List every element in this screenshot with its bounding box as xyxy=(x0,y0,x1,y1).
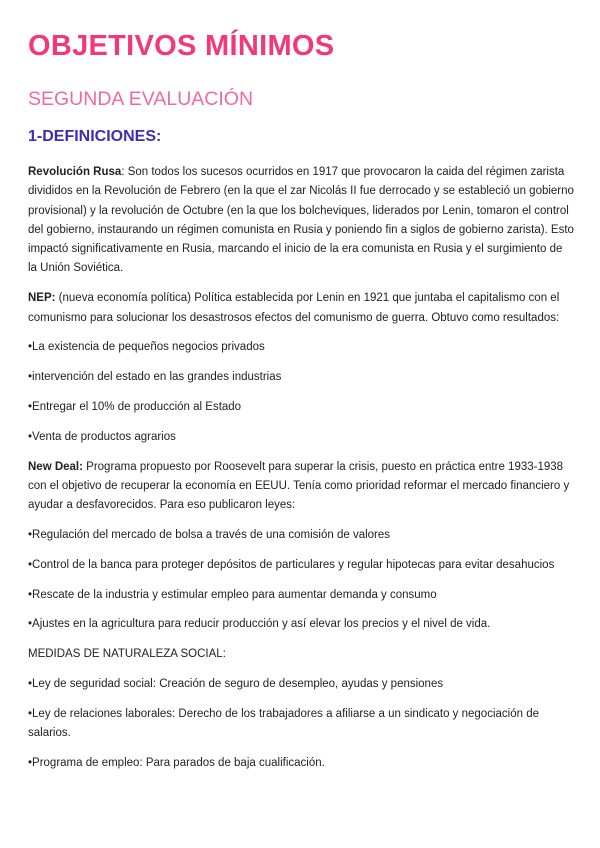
page-title: OBJETIVOS MÍNIMOS xyxy=(28,30,335,62)
list-item: • intervención del estado en las grandes industrias xyxy=(28,368,574,387)
definition-text: : Son todos los sucesos ocurridos en 1917 que provocaron la caida del régimen zarista divididos en la Revolución de Febrero (en la que el zar Nicolás II fue derrocado y se estableció un gobierno provisional) y la revolución de Octubre (en la que los bolcheviques, liderados por Lenin, tomaron el control del gobierno, instaurando un régimen comunista en Rusia y poniendo fin a siglos de gobierno zarista). Esto impactó significativamente en Rusia, marcando el inicio de la era comunista en Rusia y el surgimiento de la Unión Soviética. xyxy=(28,166,574,275)
list-item: • Regulación del mercado de bolsa a través de una comisión de valores xyxy=(28,526,574,545)
definition-nep xyxy=(28,289,574,328)
definition-text: (nueva economía política) Política establecida por Lenin en 1921 que juntaba el capitalismo con el comunismo para solucionar los desastrosos efectos del comunismo de guerra. Obtuvo como resultados: xyxy=(28,292,560,324)
social-measures-heading: MEDIDAS DE NATURALEZA SOCIAL: xyxy=(28,648,226,661)
section-heading: 1-DEFINICIONES: xyxy=(28,128,162,145)
list-item: • Entregar el 10% de producción al Estado xyxy=(28,398,574,417)
list-item: • Programa de empleo: Para parados de baja cualificación. xyxy=(28,754,574,773)
definition-new-deal xyxy=(28,458,574,516)
definitions-body xyxy=(28,163,574,784)
definition-revolucion-rusa xyxy=(28,163,574,279)
list-item: • Ajustes en la agricultura para reducir producción y así elevar los precios y el nivel de vida. xyxy=(28,615,574,634)
list-item: • Control de la banca para proteger depósitos de particulares y regular hipotecas para evitar desahucios xyxy=(28,556,574,575)
term-new-deal: New Deal: xyxy=(28,460,83,473)
list-item: • La existencia de pequeños negocios privados xyxy=(28,338,574,357)
page-subtitle: SEGUNDA EVALUACIÓN xyxy=(28,88,254,110)
list-item: • Ley de relaciones laborales: Derecho de los trabajadores a afiliarse a un sindicato y negociación de salarios. xyxy=(28,705,574,744)
list-item: • Ley de seguridad social: Creación de seguro de desempleo, ayudas y pensiones xyxy=(28,675,574,694)
definition-text: Programa propuesto por Roosevelt para superar la crisis, puesto en práctica entre 1933-1938 con el objetivo de recuperar la economía en EEUU. Tenía como prioridad reformar el mercado financiero y ayudar a desfavorecidos. Para eso publicaron leyes: xyxy=(28,460,570,512)
list-item: • Venta de productos agrarios xyxy=(28,428,574,447)
term-nep: NEP: xyxy=(28,292,56,305)
term-revolucion-rusa: Revolución Rusa xyxy=(28,166,122,178)
list-item: • Rescate de la industria y estimular empleo para aumentar demanda y consumo xyxy=(28,586,574,605)
